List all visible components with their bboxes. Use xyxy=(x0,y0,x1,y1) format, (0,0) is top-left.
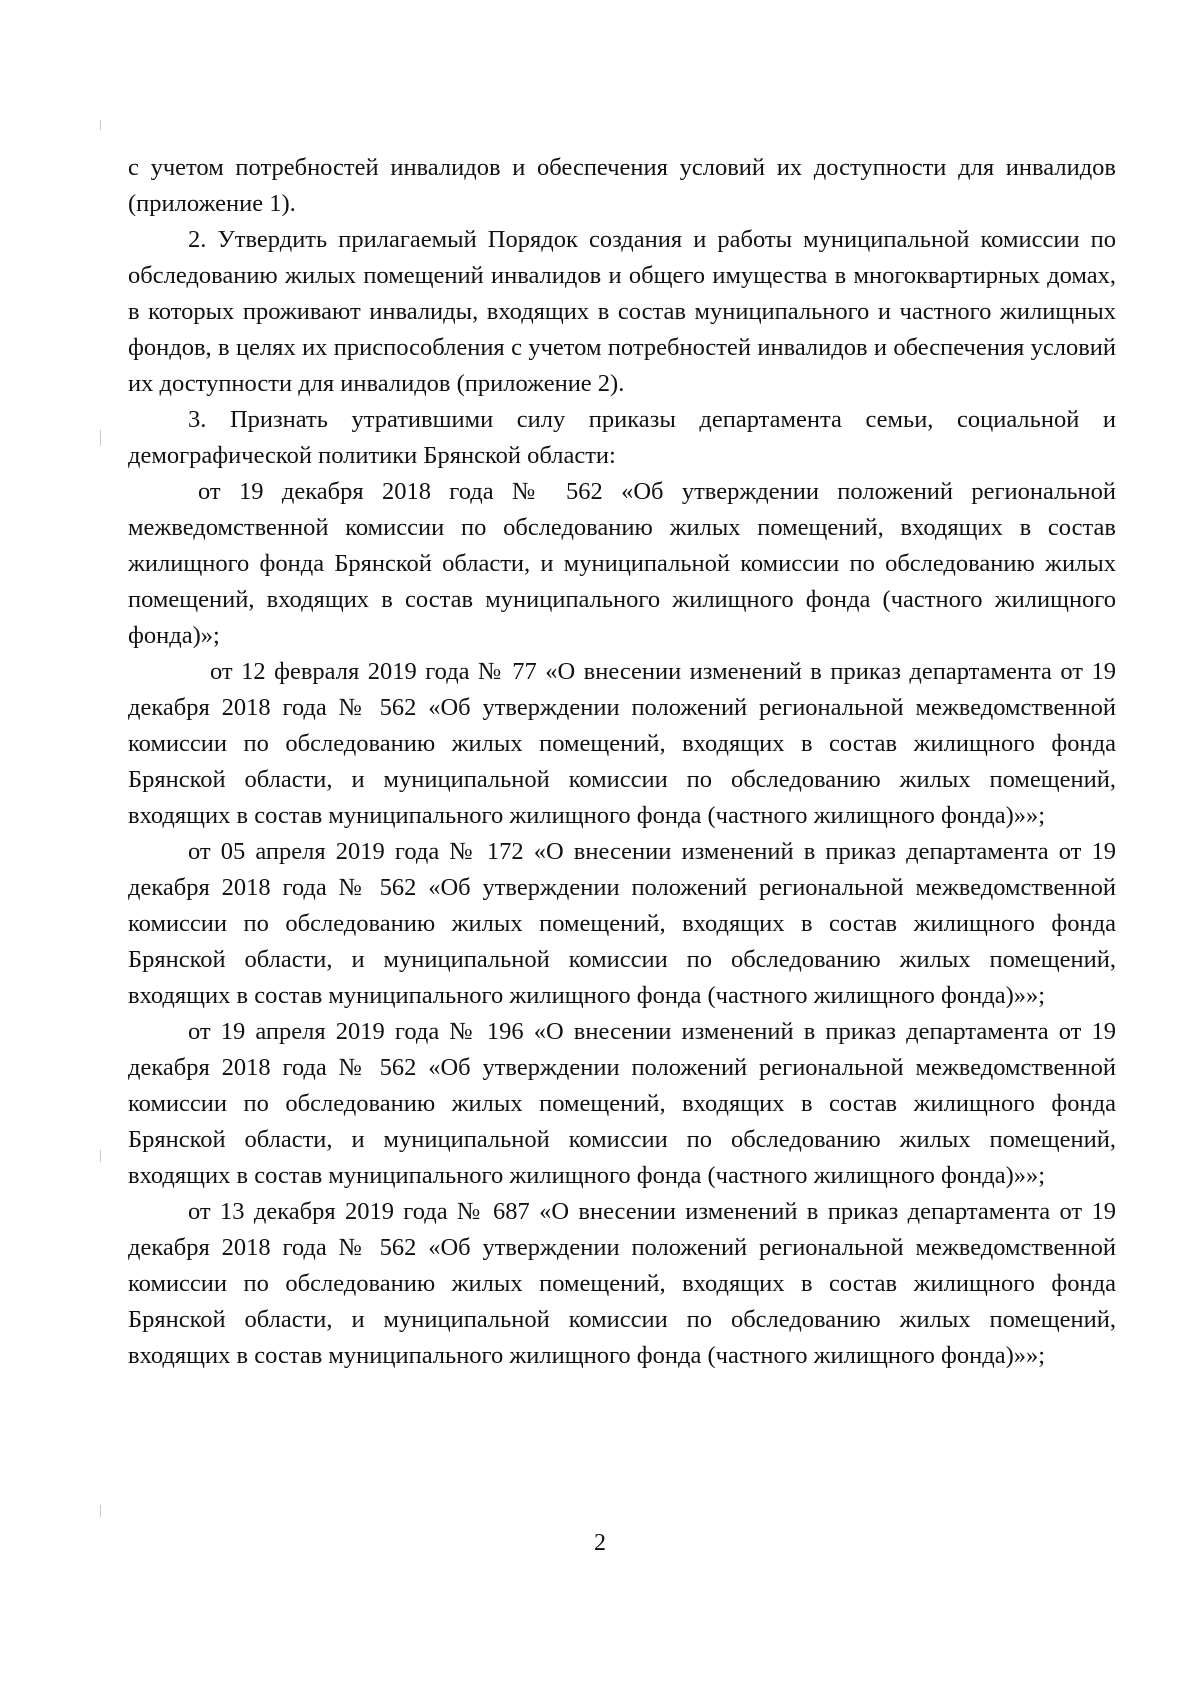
repealed-order-2019-687: от 13 декабря 2019 года № 687 «О внесении изменений в приказ департамента от 19 декабря 2018 года № 562 «Об утверждении положений региональной межведомственной комиссии по обследованию жилых помещений, входящих в состав жилищного фонда Брянской области, и муниципальной комиссии по обследованию жилых помещений, входящих в состав муниципального жилищного фонда (частного жилищного фонда)»»; xyxy=(128,1198,1116,1369)
repealed-order-2018-562: от 19 декабря 2018 года № 562 «Об утверждении положений региональной межведомственной комиссии по обследованию жилых помещений, входящих в состав жилищного фонда Брянской области, и муниципальной комиссии по обследованию жилых помещений, входящих в состав муниципального жилищного фонда (частного жилищного фонда)»; xyxy=(128,478,1116,649)
document-body xyxy=(128,150,1116,1374)
scan-mark xyxy=(100,1505,101,1517)
repealed-order-2019-196: от 19 апреля 2019 года № 196 «О внесении изменений в приказ департамента от 19 декабря 2018 года № 562 «Об утверждении положений региональной межведомственной комиссии по обследованию жилых помещений, входящих в состав жилищного фонда Брянской области, и муниципальной комиссии по обследованию жилых помещений, входящих в состав муниципального жилищного фонда (частного жилищного фонда)»»; xyxy=(128,1018,1116,1189)
paragraph-item-3: 3. Признать утратившими силу приказы департамента семьи, социальной и демографической политики Брянской области: xyxy=(128,406,1116,469)
repealed-order-2019-77: от 12 февраля 2019 года № 77 «О внесении изменений в приказ департамента от 19 декабря 2018 года № 562 «Об утверждении положений региональной межведомственной комиссии по обследованию жилых помещений, входящих в состав жилищного фонда Брянской области, и муниципальной комиссии по обследованию жилых помещений, входящих в состав муниципального жилищного фонда (частного жилищного фонда)»»; xyxy=(128,658,1116,829)
repealed-order-2019-172: от 05 апреля 2019 года № 172 «О внесении изменений в приказ департамента от 19 декабря 2018 года № 562 «Об утверждении положений региональной межведомственной комиссии по обследованию жилых помещений, входящих в состав жилищного фонда Брянской области, и муниципальной комиссии по обследованию жилых помещений, входящих в состав муниципального жилищного фонда (частного жилищного фонда)»»; xyxy=(128,838,1116,1009)
page-number: 2 xyxy=(594,1530,606,1556)
paragraph-item-2: 2. Утвердить прилагаемый Порядок создания и работы муниципальной комиссии по обследованию жилых помещений инвалидов и общего имущества в многоквартирных домах, в которых проживают инвалиды, входящих в состав муниципального и частного жилищных фондов, в целях их приспособления с учетом потребностей инвалидов и обеспечения условий их доступности для инвалидов (приложение 2). xyxy=(128,226,1116,397)
scan-mark xyxy=(100,120,101,130)
scan-mark xyxy=(100,1150,101,1162)
scan-mark xyxy=(100,430,101,446)
paragraph-continuation: с учетом потребностей инвалидов и обеспечения условий их доступности для инвалидов (приложение 1). xyxy=(128,154,1116,217)
